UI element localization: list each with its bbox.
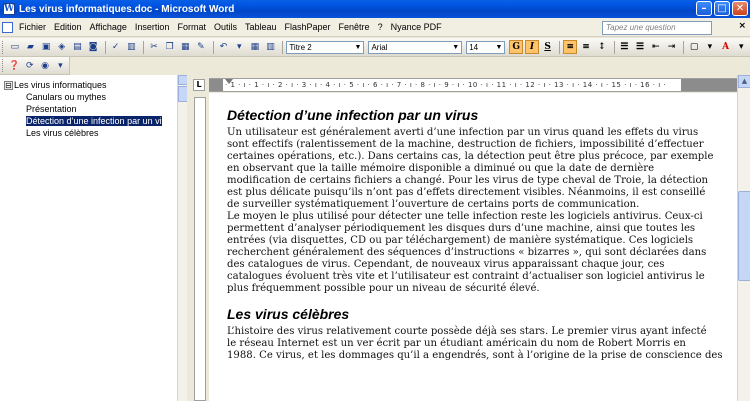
- decrease-indent-icon[interactable]: ⇤: [652, 42, 660, 52]
- menu-bar: [0, 18, 750, 37]
- paragraph-detection-2: Le moyen le plus utilisé pour détecter une telle infection reste les logiciels antivirus. Ceux-ci permettent d’analyser périodiquement les disques durs d’une machine, ainsi que toutes les entrées (via disquettes, CD ou par téléchargement) de manière systématique. Ces logiciels recherchent généralement des séquences d’instructions « bizarres », qui sont déclarées dans des catalogues de virus. Cependant, de nouveaux virus apparaissant chaque jour, ces catalogues évoluent très vite et l’utilisateur est contraint d’actualiser son logiciel antivirus le plus fréquemment possible pour un niveau de sécurité élevé.: [227, 211, 707, 294]
- heading-detection: Détection d’une infection par un virus: [227, 107, 479, 123]
- underline-button[interactable]: S: [544, 42, 551, 52]
- document-close-button[interactable]: ×: [738, 21, 746, 31]
- toolbar-web: [0, 57, 70, 75]
- menu-flashpaper[interactable]: FlashPaper: [284, 22, 331, 32]
- map-item-les-virus-informatiques[interactable]: [4, 79, 162, 91]
- title-bar: [0, 0, 750, 18]
- vertical-ruler[interactable]: [194, 97, 206, 401]
- borders-icon[interactable]: ▢: [689, 42, 699, 52]
- bullets-icon[interactable]: ☰: [636, 42, 645, 52]
- heading-virus-celebres: Les virus célèbres: [227, 306, 350, 322]
- menu-fichier[interactable]: Fichier: [19, 22, 47, 32]
- map-item-label: Détection d’une infection par un vi: [26, 116, 162, 126]
- align-left-icon[interactable]: ≡: [563, 40, 577, 54]
- minimize-button[interactable]: –: [696, 1, 712, 16]
- map-item-virus-celebres[interactable]: [4, 127, 162, 139]
- menu-format[interactable]: Format: [177, 22, 206, 32]
- window-title: Les virus informatiques.doc - Microsoft Word: [19, 3, 235, 15]
- chevron-down-icon: ▼: [495, 43, 503, 51]
- document-page[interactable]: [209, 93, 737, 401]
- map-item-label: Présentation: [26, 104, 77, 114]
- italic-button[interactable]: I: [525, 40, 539, 54]
- save-icon[interactable]: ▣: [41, 42, 51, 52]
- horizontal-ruler[interactable]: [209, 78, 737, 92]
- line-spacing-icon[interactable]: ↕: [597, 42, 606, 52]
- help-question-input[interactable]: Tapez une question: [602, 21, 712, 35]
- spelling-icon[interactable]: ✓: [111, 42, 120, 52]
- map-item-detection[interactable]: [4, 115, 162, 127]
- font-size-combo[interactable]: [466, 41, 505, 54]
- paragraph-virus-celebres: L’histoire des virus relativement courte possède déjà ses stars. Le premier virus ayant infecté le réseau Internet est un ver écrit par un étudiant américain du nom de Robert Morris en 1988. Ce virus, et les dommages qu’il a engendrés, sont à l’origine de la prise de conscience des: [227, 326, 723, 361]
- increase-indent-icon[interactable]: ⇥: [667, 42, 676, 52]
- style-combo[interactable]: [286, 41, 364, 54]
- toolbar-grip[interactable]: [2, 41, 5, 54]
- menu-help[interactable]: ?: [377, 22, 383, 32]
- document-icon[interactable]: [2, 22, 13, 33]
- map-item-presentation[interactable]: [4, 103, 162, 115]
- font-combo[interactable]: [368, 41, 462, 54]
- menu-fenetre[interactable]: Fenêtre: [338, 22, 370, 32]
- toolbar-options-icon[interactable]: ▾: [58, 60, 63, 71]
- tab-selector[interactable]: L: [193, 79, 205, 91]
- format-painter-icon[interactable]: ✎: [197, 42, 205, 52]
- font-value: Arial: [371, 42, 388, 52]
- collapse-icon[interactable]: ⊟: [5, 81, 12, 91]
- numbering-icon[interactable]: ☰: [620, 42, 629, 52]
- paste-icon[interactable]: ▦: [181, 42, 190, 52]
- word-app-icon[interactable]: W: [3, 4, 15, 14]
- maximize-button[interactable]: □: [714, 1, 730, 16]
- scroll-up-arrow-icon[interactable]: ▲: [738, 75, 750, 88]
- map-item-label: Canulars ou mythes: [26, 92, 107, 102]
- menu-nyance-pdf[interactable]: Nyance PDF: [390, 22, 442, 32]
- undo-dropdown-icon[interactable]: ▾: [236, 42, 242, 52]
- document-map-scrollbar[interactable]: [177, 75, 187, 401]
- refresh-icon[interactable]: ⟳: [26, 60, 34, 71]
- new-document-icon[interactable]: ▭: [10, 42, 20, 52]
- toolbar-grip[interactable]: [2, 59, 5, 72]
- close-button[interactable]: ✕: [732, 1, 748, 16]
- menu-tableau[interactable]: Tableau: [244, 22, 277, 32]
- document-map-pane: [0, 75, 187, 401]
- undo-icon[interactable]: ↶: [219, 42, 228, 52]
- chevron-down-icon: ▼: [354, 43, 362, 51]
- font-color-dropdown-icon[interactable]: ▾: [739, 42, 744, 52]
- print-icon[interactable]: ▤: [73, 42, 82, 52]
- toolbar-standard: [0, 38, 750, 57]
- menu-insertion[interactable]: Insertion: [134, 22, 170, 32]
- menu-edition[interactable]: Edition: [54, 22, 82, 32]
- align-center-icon[interactable]: ≡: [582, 42, 590, 52]
- menu-outils[interactable]: Outils: [213, 22, 237, 32]
- ruler-ticks: · 1 · ı · 1 · ı · 2 · ı · 3 · ı · 4 · ı · 5 · ı · 6 · ı · 7 · ı · 8 · ı · 9 · ı · 10 · ı · 11 · ı · 12 · ı · 13 · ı · 14 · ı · 15 · ı · 16 · ı ·: [225, 81, 667, 89]
- research-icon[interactable]: ▥: [127, 42, 136, 52]
- map-item-label: Les virus célèbres: [26, 128, 99, 138]
- table-icon[interactable]: ▦: [250, 42, 260, 52]
- cut-icon[interactable]: ✂: [150, 42, 158, 52]
- chevron-down-icon: ▼: [452, 43, 460, 51]
- map-item-canulars[interactable]: [4, 91, 162, 103]
- scroll-thumb[interactable]: [738, 191, 750, 281]
- style-value: Titre 2: [289, 42, 312, 52]
- columns-icon[interactable]: ▥: [266, 42, 275, 52]
- bold-button[interactable]: G: [509, 40, 523, 54]
- print-preview-icon[interactable]: ◙: [88, 42, 98, 52]
- highlight-icon[interactable]: ▾: [707, 42, 713, 52]
- map-item-label: Les virus informatiques: [14, 80, 107, 90]
- document-vertical-scrollbar[interactable]: [737, 75, 750, 401]
- open-folder-icon[interactable]: ▰: [26, 42, 34, 52]
- font-size-value: 14: [469, 42, 479, 52]
- permission-icon[interactable]: ◈: [58, 42, 66, 52]
- menu-affichage[interactable]: Affichage: [89, 22, 127, 32]
- globe-icon[interactable]: ◉: [41, 60, 50, 71]
- help-icon[interactable]: ❓: [8, 60, 21, 71]
- copy-icon[interactable]: ❐: [165, 42, 174, 52]
- font-color-icon[interactable]: A: [722, 42, 730, 52]
- paragraph-detection-1: Un utilisateur est généralement averti d’une infection par un virus quand les effets du virus sont effectifs (ralentissement de la machine, destruction de fichiers, impossibilité d’effectuer certaines opérations, etc.). Dans certains cas, la détection peut être plus précoce, par exemple en observant que la taille mémoire disponible a diminué ou que la date de dernière modification de certains fichiers a changé. Pour les virus de type cheval de Troie, la détection est plus délicate puisqu’ils n’ont pas d’effets directement visibles. Néanmoins, il est conseillé de surveiller systématiquement l’ouverture de certains ports de communication.: [227, 127, 714, 210]
